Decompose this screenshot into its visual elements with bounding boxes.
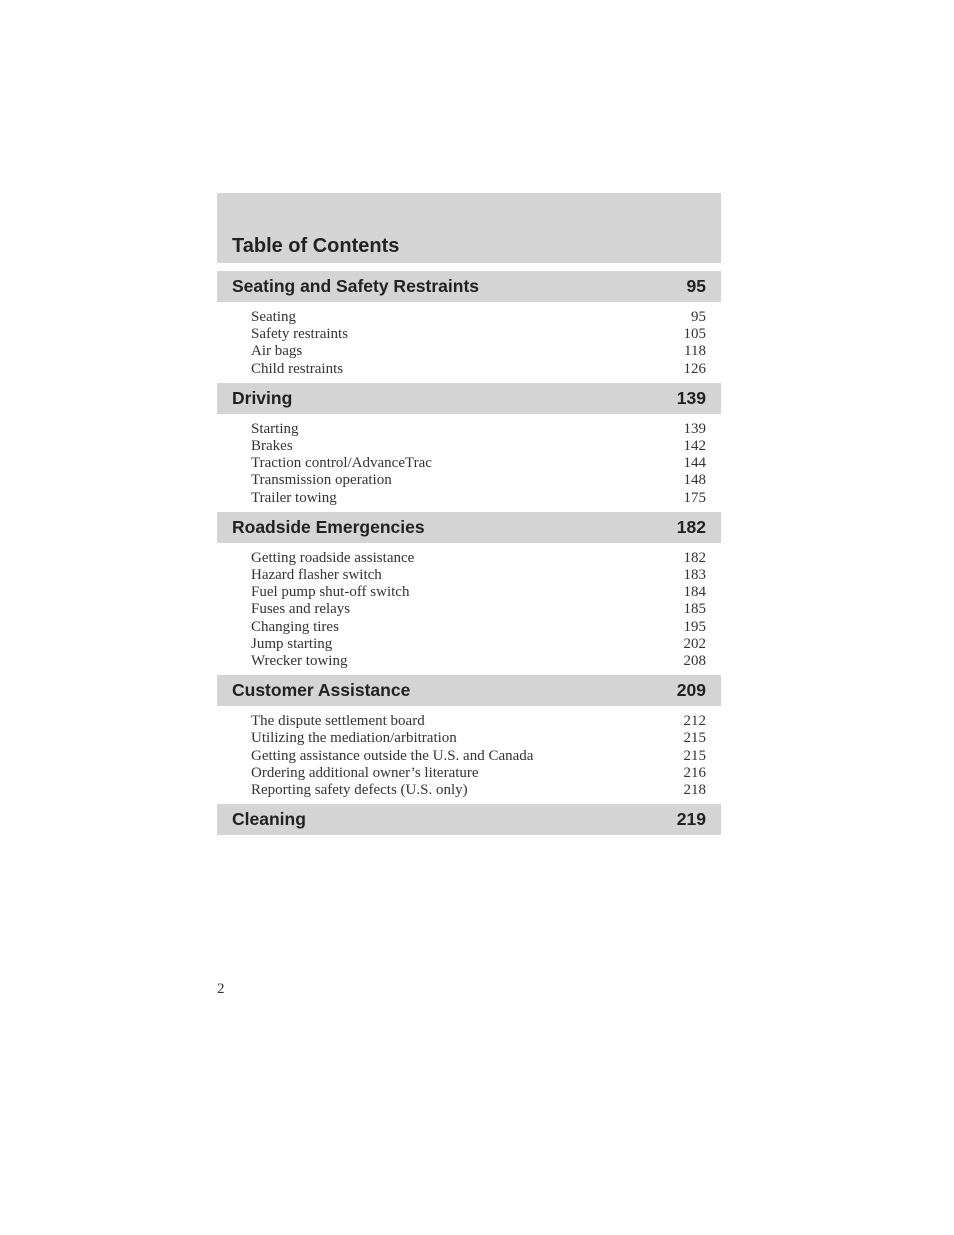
toc-item-page: 142 [683,438,706,455]
toc-item-page: 202 [683,635,706,652]
toc-item-page: 148 [683,472,706,489]
toc-item-label: Wrecker towing [251,653,348,670]
toc-item-page: 175 [683,489,706,506]
toc-item[interactable] [251,309,706,326]
section-page: 95 [686,276,706,296]
toc-item-page: 208 [683,653,706,670]
toc-header [217,193,721,263]
toc-item[interactable] [251,765,706,782]
toc-item-page: 184 [683,584,706,601]
toc-item[interactable] [251,601,706,618]
toc-item[interactable] [251,653,706,670]
header-gap [217,263,721,271]
toc-item-label: Reporting safety defects (U.S. only) [251,782,468,799]
toc-item-page: 216 [683,764,706,781]
toc-item-label: Jump starting [251,635,333,652]
section-page: 219 [676,809,706,830]
toc-section-header[interactable] [217,383,721,414]
toc-item-label: Utilizing the mediation/arbitration [251,730,457,747]
table-of-contents [217,193,721,835]
section-page: 139 [676,387,706,408]
toc-item[interactable] [251,550,706,567]
toc-item-label: Trailer towing [251,489,337,506]
toc-item[interactable] [251,472,706,489]
toc-item-list [217,414,721,512]
toc-item-page: 212 [683,713,706,730]
toc-item-page: 195 [683,618,706,635]
toc-item[interactable] [251,343,706,360]
toc-item[interactable] [251,421,706,438]
section-title: Driving [232,387,293,408]
toc-item-label: Starting [251,420,299,437]
toc-item[interactable] [251,748,706,765]
toc-item-page: 182 [683,549,706,566]
toc-section-header[interactable] [217,675,721,706]
toc-item-page: 105 [683,326,706,343]
toc-item-page: 215 [683,747,706,764]
toc-item[interactable] [251,490,706,507]
section-page: 209 [676,680,706,701]
toc-item-label: Child restraints [251,360,344,377]
toc-item-page: 95 [691,309,706,325]
section-title: Seating and Safety Restraints [232,276,480,296]
toc-item-label: Seating [251,309,296,325]
page-title: Table of Contents [232,235,400,257]
toc-item-label: Getting roadside assistance [251,549,415,566]
toc-item-list [217,302,721,383]
toc-item[interactable] [251,730,706,747]
toc-item-page: 118 [684,343,706,360]
toc-item-label: Fuel pump shut-off switch [251,584,410,601]
toc-item-label: Hazard flasher switch [251,567,382,584]
toc-item-label: Traction control/AdvanceTrac [251,455,432,472]
toc-item-page: 185 [683,601,706,618]
toc-item[interactable] [251,326,706,343]
toc-section-header[interactable] [217,271,721,302]
toc-item[interactable] [251,567,706,584]
toc-item-page: 144 [683,455,706,472]
toc-section-header[interactable] [217,804,721,835]
toc-item[interactable] [251,584,706,601]
toc-item[interactable] [251,782,706,799]
toc-item-page: 218 [683,782,706,799]
toc-section-header[interactable] [217,512,721,543]
toc-item-list [217,706,721,804]
toc-item[interactable] [251,455,706,472]
toc-item[interactable] [251,713,706,730]
toc-item-page: 139 [683,420,706,437]
toc-item-list [217,543,721,675]
toc-item-label: Changing tires [251,618,339,635]
toc-item[interactable] [251,361,706,378]
toc-item-label: The dispute settlement board [251,713,425,730]
toc-item-page: 183 [683,567,706,584]
toc-item-label: Getting assistance outside the U.S. and Canada [251,747,534,764]
toc-item-label: Fuses and relays [251,601,351,618]
toc-item-page: 126 [683,360,706,377]
toc-item-label: Brakes [251,438,293,455]
toc-item-page: 215 [683,730,706,747]
section-title: Roadside Emergencies [232,516,425,537]
toc-item[interactable] [251,438,706,455]
page-number: 2 [217,981,225,997]
toc-sections [217,271,721,835]
toc-item[interactable] [251,619,706,636]
toc-item-label: Safety restraints [251,326,349,343]
toc-item-label: Air bags [251,343,303,360]
section-page: 182 [676,516,706,537]
toc-item[interactable] [251,636,706,653]
section-title: Customer Assistance [232,680,411,701]
toc-item-label: Ordering additional owner’s literature [251,764,479,781]
section-title: Cleaning [232,809,306,830]
toc-item-label: Transmission operation [251,472,392,489]
